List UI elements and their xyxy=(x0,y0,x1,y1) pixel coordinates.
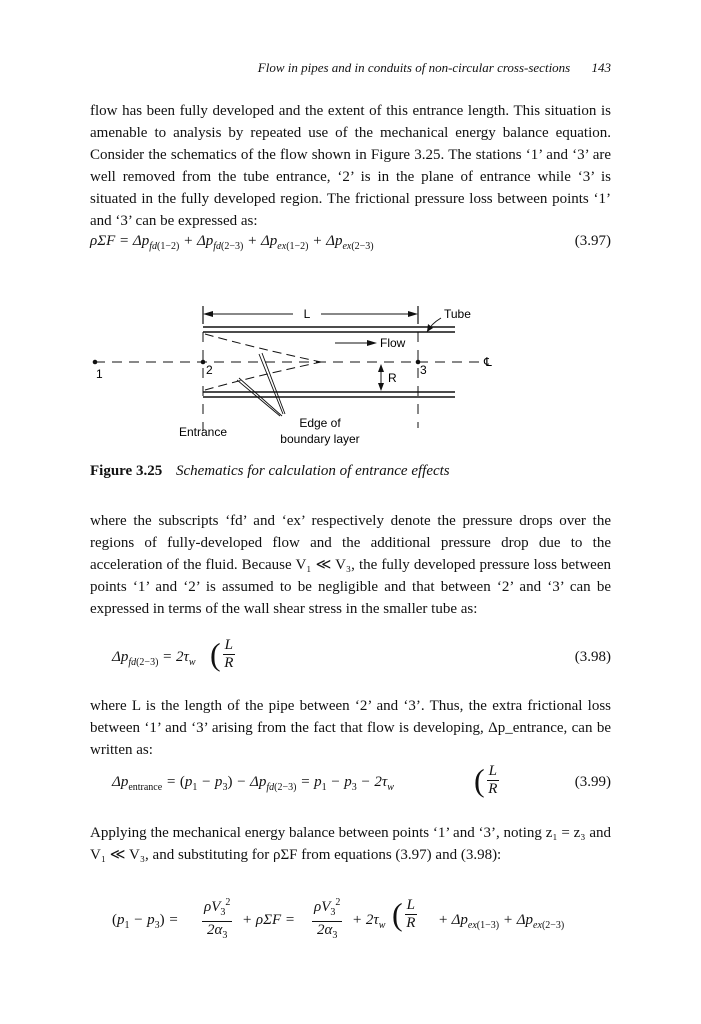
station-2-dot xyxy=(201,360,206,365)
caption-label: Figure 3.25 xyxy=(90,463,163,479)
radius-arrow-down-icon xyxy=(378,383,384,391)
paragraph-1: flow has been fully developed and the extent of this entrance length. This situation is amenable to analysis by repeated use of the mechanical energy balance equation. Consider the schematics of the flow shown in Figure 3.25. The stations ‘1’ and ‘3’ are well removed from the tube entrance, ‘2’ is in the plane of entrance while ‘3’ is situated in the fully developed region. The frictional pressure loss between points ‘1’ and ‘3’ can be expressed as: xyxy=(90,103,611,229)
label-edge-2: boundary layer xyxy=(280,432,360,446)
label-entrance: Entrance xyxy=(178,425,228,439)
caption-text: Schematics for calculation of entrance effects xyxy=(175,463,450,479)
figure-caption xyxy=(90,463,450,480)
label-2: 2 xyxy=(206,363,213,377)
running-header xyxy=(90,60,611,76)
label-L: L xyxy=(303,307,311,321)
label-centreline: ℄ xyxy=(484,355,492,369)
paragraph-4: Applying the mechanical energy balance between points ‘1’ and ‘3’, noting z₁ = z₃ and V₁ ≪ V₃, and substituting for ρΣF from equations (3.97) and (3.98): xyxy=(90,825,611,863)
header-title: Flow in pipes and in conduits of non-circular cross-sections xyxy=(257,60,571,75)
station-1-dot xyxy=(93,360,98,365)
label-tube: Tube xyxy=(444,307,471,321)
equation-3-98: $\Delta p_{fd(2-3)} = 2\tau_w$ ( $\frac{L}{R}$ (3.98) xyxy=(112,636,611,672)
dim-arrow-left-icon xyxy=(203,311,213,317)
equation-number: (3.98) xyxy=(574,649,611,665)
boundary-layer-bottom xyxy=(205,362,321,390)
page-number: 143 xyxy=(591,60,611,75)
label-flow: Flow xyxy=(380,336,406,350)
flow-arrow-icon xyxy=(367,340,377,346)
paragraph-3: where L is the length of the pipe between ‘2’ and ‘3’. Thus, the extra frictional loss between ‘1’ and ‘3’ arising from the fact that flow is developing, Δp_entrance, can be written as: xyxy=(90,698,611,758)
boundary-layer-top xyxy=(205,334,321,362)
radius-arrow-up-icon xyxy=(378,364,384,372)
equation-number: (3.99) xyxy=(574,774,611,790)
edge-leader-1 xyxy=(259,354,283,414)
label-R: R xyxy=(388,371,397,385)
dim-arrow-right-icon xyxy=(408,311,418,317)
label-3: 3 xyxy=(420,363,427,377)
edge-leader-2 xyxy=(237,380,280,416)
equation-3-99: $\Delta p_{entrance} = (p_1 - p_3) - \Delta p_{fd(2-3)} = p_1 - p_3 - 2\tau_w$ ( $\frac{L}{R}$ (3.99) xyxy=(112,762,611,798)
equation-unnumbered: $(p_1 - p_3)$ = $\frac{\rho V_3^2}{2\alpha_3}$ + ρΣF = $\frac{\rho V_3^2}{2\alpha_3}$ + $2\tau_w$ ( $\frac{L}{R}$ + $\Delta p_{ex(1-3)} + \Delta p_{ex(2-3)}$ xyxy=(112,896,565,941)
paragraph-2: where the subscripts ‘fd’ and ‘ex’ respectively denote the pressure drops over the regions of fully-developed flow and the additional pressure drop due to the acceleration of the fluid. Because V₁ ≪ V₃, the fully developed pressure loss between points ‘1’ and ‘2’ is assumed to be negligible and that between ‘2’ and ‘3’ can be expressed in terms of the wall shear stress in the smaller tube as: xyxy=(90,513,611,617)
label-1: 1 xyxy=(96,367,103,381)
label-edge-1: Edge of xyxy=(299,416,341,430)
figure-entrance-schematic xyxy=(85,296,505,456)
equation-3-97: $\rho\Sigma F = \Delta p_{fd(1-2)} + \Delta p_{fd(2-3)} + \Delta p_{ex(1-2)} + \Delta p_{ex(2-3)}$ (3.97) xyxy=(90,233,611,252)
equation-number: (3.97) xyxy=(574,233,611,249)
